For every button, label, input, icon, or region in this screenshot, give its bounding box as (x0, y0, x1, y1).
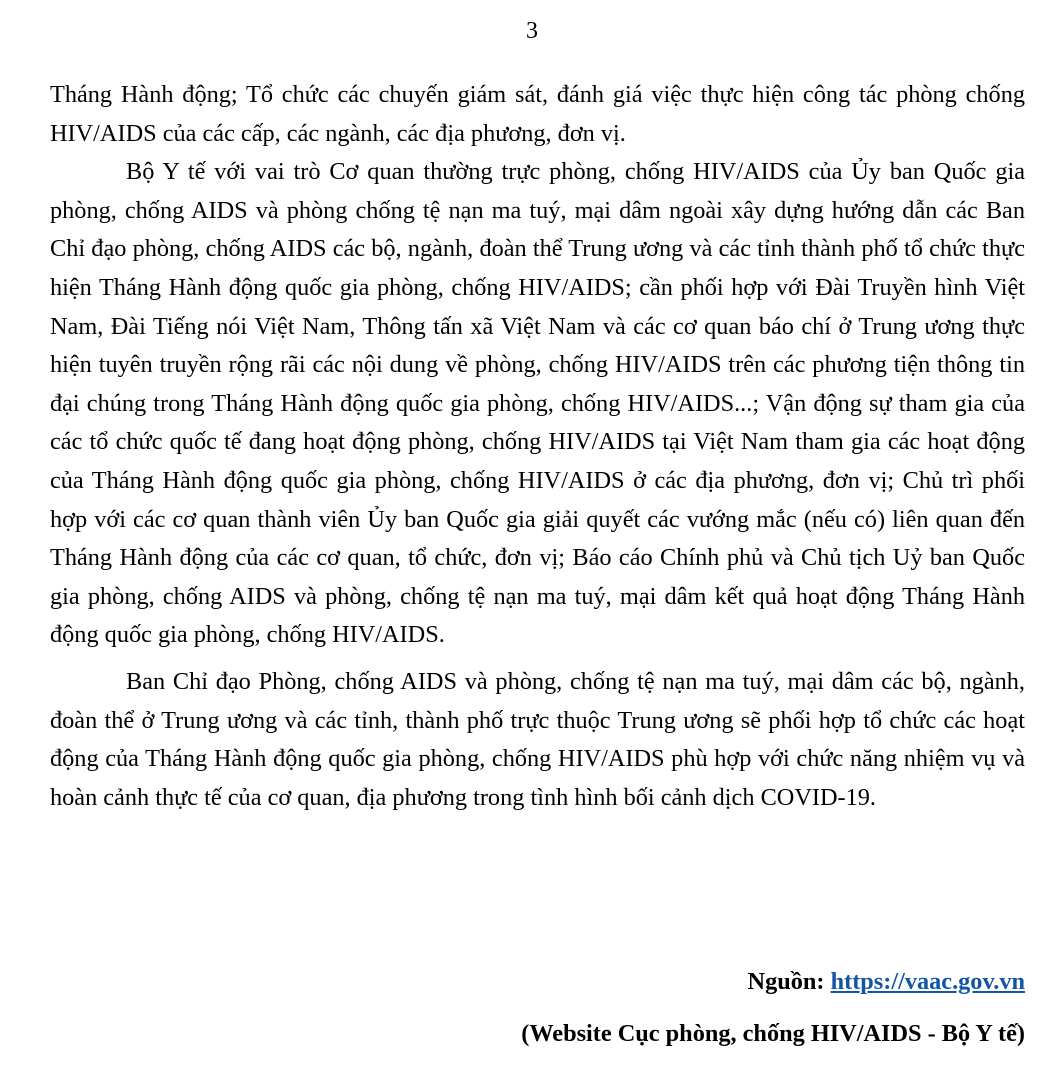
paragraph-ministry-role: Bộ Y tế với vai trò Cơ quan thường trực phòng, chống HIV/AIDS của Ủy ban Quốc gia phòng, chống AIDS và phòng chống tệ nạn ma tuý, mại dâm ngoài xây dựng hướng dẫn các Ban Chỉ đạo phòng, chống AIDS các bộ, ngành, đoàn thể Trung ương và các tỉnh thành phố tổ chức thực hiện Tháng Hành động quốc gia phòng, chống HIV/AIDS; cần phối hợp với Đài Truyền hình Việt Nam, Đài Tiếng nói Việt Nam, Thông tấn xã Việt Nam và các cơ quan báo chí ở Trung ương thực hiện tuyên truyền rộng rãi các nội dung về phòng, chống HIV/AIDS trên các phương tiện thông tin đại chúng trong Tháng Hành động quốc gia phòng, chống HIV/AIDS...; Vận động sự tham gia của các tổ chức quốc tế đang hoạt động phòng, chống HIV/AIDS tại Việt Nam tham gia các hoạt động của Tháng Hành động quốc gia phòng, chống HIV/AIDS ở các địa phương, đơn vị; Chủ trì phối hợp với các cơ quan thành viên Ủy ban Quốc gia giải quyết các vướng mắc (nếu có) liên quan đến Tháng Hành động của các cơ quan, tổ chức, đơn vị; Báo cáo Chính phủ và Chủ tịch Uỷ ban Quốc gia phòng, chống AIDS và phòng, chống tệ nạn ma tuý, mại dâm kết quả hoạt động Tháng Hành động quốc gia phòng, chống HIV/AIDS. (50, 158, 1025, 649)
website-note: (Website Cục phòng, chống HIV/AIDS - Bộ Y tế) (521, 1020, 1025, 1047)
paragraph-continued: Tháng Hành động; Tổ chức các chuyến giám sát, đánh giá việc thực hiện công tác phòng chống HIV/AIDS của các cấp, các ngành, các địa phương, đơn vị. (50, 81, 1025, 147)
source-label: Nguồn: (747, 968, 831, 995)
document-body (50, 76, 1025, 817)
paragraph-steering-committee: Ban Chỉ đạo Phòng, chống AIDS và phòng, chống tệ nạn ma tuý, mại dâm các bộ, ngành, đoàn thể ở Trung ương và các tỉnh, thành phố trực thuộc Trung ương sẽ phối hợp tổ chức các hoạt động của Tháng Hành động quốc gia phòng, chống HIV/AIDS phù hợp với chức năng nhiệm vụ và hoàn cảnh thực tế của cơ quan, địa phương trong tình hình bối cảnh dịch COVID-19. (50, 667, 1025, 811)
page-number: 3 (526, 18, 538, 44)
source-line (50, 963, 1025, 1001)
source-link[interactable]: https://vaac.gov.vn (830, 968, 1025, 995)
